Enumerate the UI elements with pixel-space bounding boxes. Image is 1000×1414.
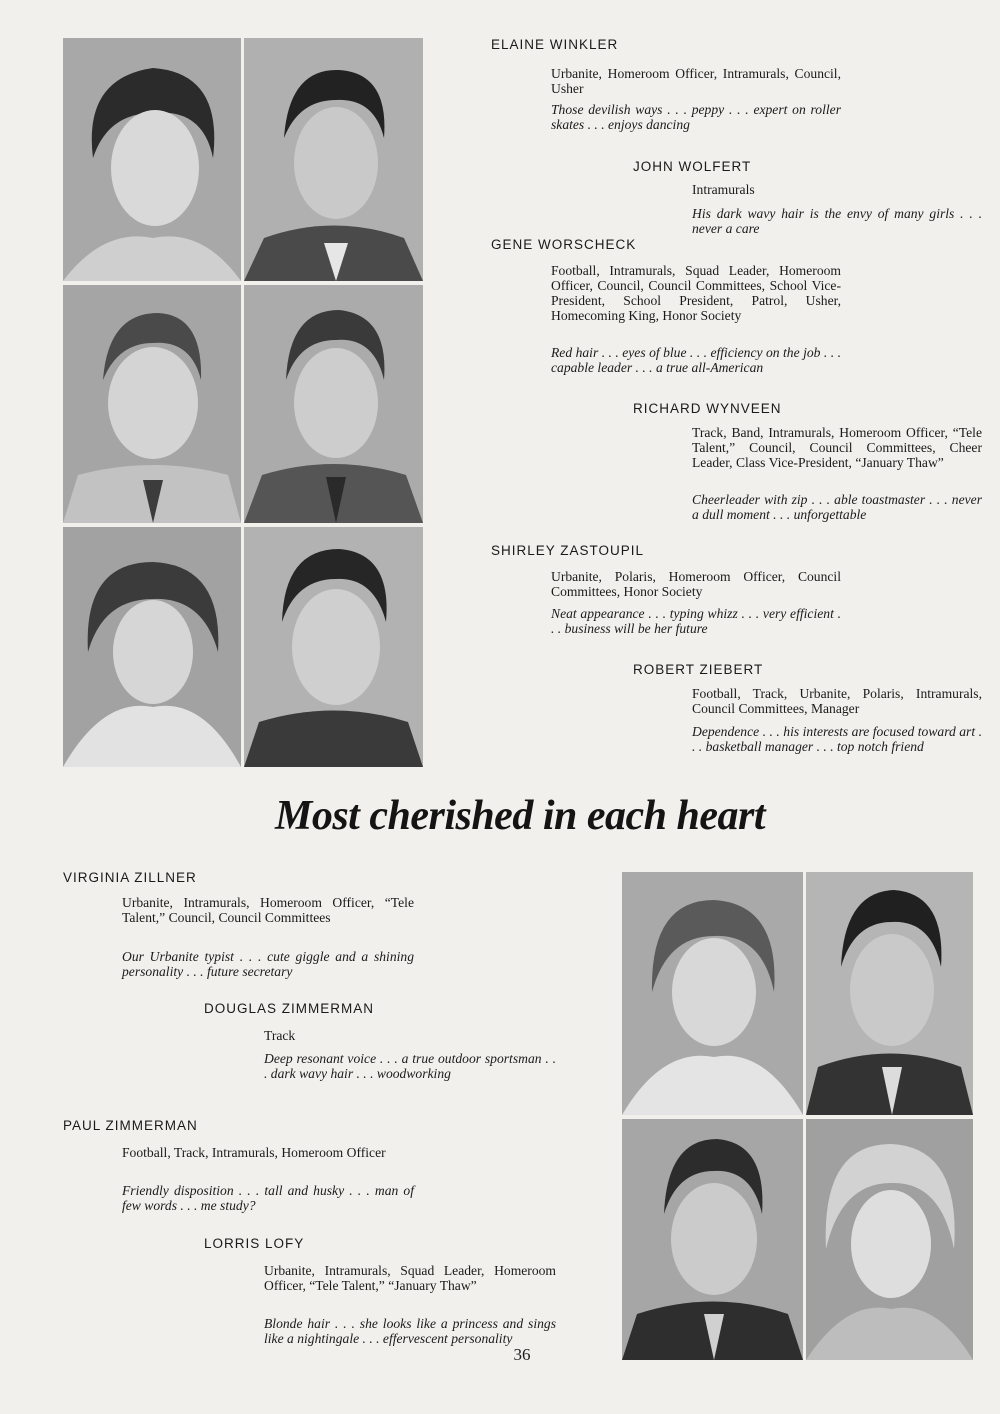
student-quote: Our Urbanite typist . . . cute giggle and a shining personality . . . future secretary <box>122 949 414 979</box>
student-name: DOUGLAS ZIMMERMAN <box>204 1001 375 1016</box>
student-activities: Urbanite, Homeroom Officer, Intramurals, Council, Usher <box>551 66 841 96</box>
student-activities: Intramurals <box>692 182 755 197</box>
student-activities: Urbanite, Intramurals, Homeroom Officer, “Tele Talent,” Council, Council Committees <box>122 895 414 925</box>
student-name: ROBERT ZIEBERT <box>633 662 764 677</box>
portrait-robert-ziebert <box>244 527 423 767</box>
portrait-john-wolfert <box>244 38 423 281</box>
student-activities: Track <box>264 1028 296 1043</box>
student-quote: Neat appearance . . . typing whizz . . . very efficient . . . business will be her future <box>551 606 841 636</box>
student-quote: Dependence . . . his interests are focused toward art . . . basketball manager . . . top notch friend <box>692 724 982 754</box>
student-name: PAUL ZIMMERMAN <box>63 1118 198 1133</box>
portrait-virginia-zillner <box>622 872 803 1115</box>
student-quote: Red hair . . . eyes of blue . . . efficiency on the job . . . capable leader . . . a true all-American <box>551 345 841 375</box>
student-name: RICHARD WYNVEEN <box>633 401 782 416</box>
portrait-shirley-zastoupil <box>63 527 241 767</box>
student-quote: Blonde hair . . . she looks like a princess and sings like a nightingale . . . effervescent personality <box>264 1316 556 1346</box>
student-name: SHIRLEY ZASTOUPIL <box>491 543 645 558</box>
portrait-richard-wynveen <box>244 285 423 523</box>
student-name: ELAINE WINKLER <box>491 37 619 52</box>
student-quote: Deep resonant voice . . . a true outdoor sportsman . . . dark wavy hair . . . woodworking <box>264 1051 556 1081</box>
portrait-lorris-lofy <box>806 1119 973 1360</box>
student-quote: Friendly disposition . . . tall and husky . . . man of few words . . . me study? <box>122 1183 414 1213</box>
student-name: GENE WORSCHECK <box>491 237 637 252</box>
portrait-douglas-zimmerman <box>806 872 973 1115</box>
student-activities: Football, Track, Intramurals, Homeroom Officer <box>122 1145 386 1160</box>
student-activities: Football, Track, Urbanite, Polaris, Intramurals, Council Committees, Manager <box>692 686 982 716</box>
student-activities: Track, Band, Intramurals, Homeroom Officer, “Tele Talent,” Council, Council Committees, Cheer Leader, Class Vice-President, “January Thaw” <box>692 425 982 470</box>
portrait-paul-zimmerman <box>622 1119 803 1360</box>
student-name: VIRGINIA ZILLNER <box>63 870 197 885</box>
page-headline: Most cherished in each heart <box>274 793 766 839</box>
student-quote: Those devilish ways . . . peppy . . . expert on roller skates . . . enjoys dancing <box>551 102 841 132</box>
student-activities: Football, Intramurals, Squad Leader, Homeroom Officer, Council, Council Committees, School Vice-President, School President, Patrol, Usher, Homecoming King, Honor Society <box>551 263 841 323</box>
student-quote: His dark wavy hair is the envy of many girls . . . never a care <box>692 206 982 236</box>
student-name: JOHN WOLFERT <box>633 159 752 174</box>
page-number: 36 <box>513 1345 531 1364</box>
student-name: LORRIS LOFY <box>204 1236 305 1251</box>
portrait-elaine-winkler <box>63 38 241 281</box>
student-activities: Urbanite, Intramurals, Squad Leader, Homeroom Officer, “Tele Talent,” “January Thaw” <box>264 1263 556 1293</box>
student-quote: Cheerleader with zip . . . able toastmaster . . . never a dull moment . . . unforgettable <box>692 492 982 522</box>
portrait-gene-worscheck <box>63 285 241 523</box>
student-activities: Urbanite, Polaris, Homeroom Officer, Council Committees, Honor Society <box>551 569 841 599</box>
